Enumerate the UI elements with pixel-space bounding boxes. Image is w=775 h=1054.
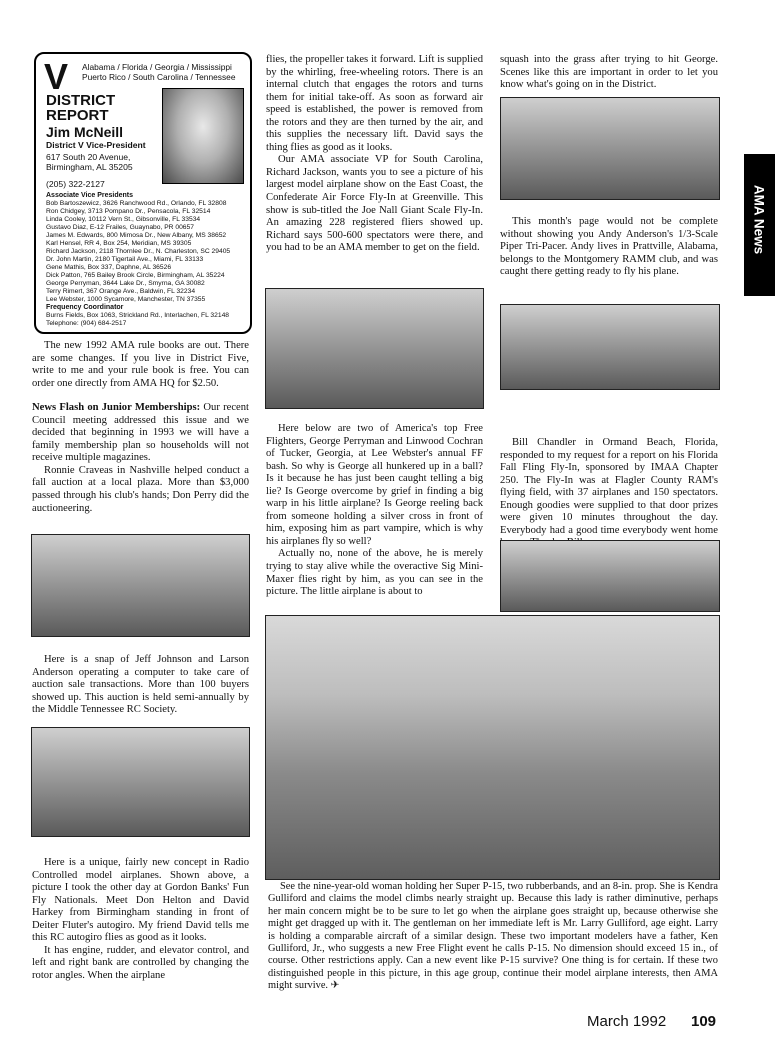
kids-with-planes-photo: [265, 615, 720, 880]
vp-name: Jim McNeill: [46, 124, 124, 140]
autogiro-photo: [31, 727, 250, 837]
paragraph: News Flash on Junior Memberships: Our recent Council meeting addressed this issue and we decided that beginning in 1993 we will have a family membership plan so households will not receive multiple magazines.: [32, 402, 249, 464]
section-tab: AMA News: [744, 154, 775, 296]
avp-item: Linda Cooley, 10112 Vern St., Gibsonville, FL 33534: [46, 216, 201, 223]
column-3-mid: [500, 216, 718, 279]
avp-item: George Perryman, 3644 Lake Dr., Smyrna, GA 30082: [46, 280, 205, 287]
vp-role: District V Vice-President: [46, 140, 146, 150]
free-flight-photo: [500, 97, 720, 200]
column-1-mid: [32, 654, 249, 717]
paragraph: Actually no, none of the above, he is merely trying to stay alive while the overactive Sig Mini-Maxer flies right by him, as you can see in the picture. The little airplane is about to: [266, 548, 483, 598]
vp-phone: (205) 322-2127: [46, 179, 105, 189]
avp-item: Bob Bartoszewicz, 3626 Ranchwood Rd., Orlando, FL 32808: [46, 200, 227, 207]
giant-scale-flyin-photo: [265, 288, 484, 409]
vp-portrait-photo: [162, 88, 244, 184]
column-1-bottom: [32, 857, 249, 982]
paragraph: Here below are two of America's top Free Flighters, George Perryman and Linwood Cochran of Tucker, Georgia, at Lee Webster's annual FF bash. So why is George all hunkered up in a ball? Is it because he has just been caught telling a big lie? Is George overcome by grief in finding a big warp in his little airplane? Is George reeling back from someone holding a silver cross in front of him, exposing him as part vampire, which is why his airplanes fly so well?: [266, 423, 483, 547]
avp-item: Dr. John Martin, 2180 Tigertail Ave., Miami, FL 33133: [46, 256, 204, 263]
avp-item: Ron Chidgey, 3713 Pompano Dr., Pensacola, FL 32514: [46, 208, 211, 215]
column-3-bottom: [500, 437, 718, 550]
vp-address: 617 South 20 Avenue, Birmingham, AL 35205: [46, 152, 133, 172]
avp-item: Gustavo Diaz, E-12 Frailes, Guaynabo, PR 00657: [46, 224, 194, 231]
paragraph: flies, the propeller takes it forward. Lift is supplied by the whirling, free-wheeling rotors. There is an internal clutch that engages the rotors and turns them for initial take-off. As soon as forward air speed is established, the power is removed from the rotors and they are then turned by the air, and this supplies the necessary lift. David says the thing flies as good as it looks.: [266, 54, 483, 153]
district-letter: V: [44, 56, 69, 97]
fall-fling-photo: [500, 540, 720, 612]
paragraph: It has engine, rudder, and elevator control, and left and right bank are controlled by changing the rotor angles. When the airplane: [32, 944, 249, 981]
avp-item: Terry Rimert, 367 Orange Ave., Baldwin, FL 32234: [46, 288, 196, 295]
district-report-box: [34, 52, 252, 334]
avp-item: Richard Jackson, 2118 Thornlee Dr., N. Charleston, SC 29405: [46, 248, 231, 255]
page-number: 109: [691, 1013, 717, 1030]
paragraph: Here is a unique, fairly new concept in Radio Controlled model airplanes. Shown above, a picture I took the other day at Gordon Banks' Fun Fly Nationals. Meet Don Helton and David Harkey from Birmingham standing in front of Deiter Fluter's autogiro. My friend David tells me this RC autogiro flies as good as it looks.: [32, 857, 249, 944]
issue-date: March 1992: [587, 1013, 667, 1030]
paragraph: squash into the grass after trying to hit George. Scenes like this are important in order to let you know what's going on in the District.: [500, 54, 718, 91]
avp-item: Lee Webster, 1000 Sycamore, Manchester, TN 37355: [46, 296, 206, 303]
paragraph: Ronnie Craveas in Nashville helped conduct a fall auction at a local plaza. More than $3,000 passed through his club's hands; Don Perry did the auctioneering.: [32, 464, 249, 514]
photo-caption: See the nine-year-old woman holding her Super P-15, two rubberbands, and an 8-in. prop. She is Kendra Gulliford and claims the model climbs nearly straight up. Because this lady is rather diminutive, perhaps her main concern might be to be sure to let go when the airplane goes straight up, because otherwise she might get dragged up with it. The gentleman on her immediate left is Mr. Larry Gulliford, age eight. Larry is holding a comparable aircraft of a similar design. These two important modelers have a father, Ken Gulliford, Jr., who suggests a new Free Flight event he calls P-15. No dimension should exceed 15 in., of course. Other restrictions apply. Can a new event like P-15 survive? One thing is for certain. If these two distinguished people in this picture, in this age group, continue their model airplane interests, then AMA might survive. ✈: [268, 881, 718, 992]
paragraph: This month's page would not be complete without showing you Andy Anderson's 1/3-Scale Piper Tri-Pacer. Andy lives in Prattville, Alabama, belongs to the Montgomery RAMM club, and was caught there getting ready to fly his plane.: [500, 216, 718, 278]
district-states: Alabama / Florida / Georgia / Mississippi Puerto Rico / South Carolina / Tennessee: [82, 62, 236, 82]
avp-item: Gene Mathis, Box 337, Daphne, AL 36526: [46, 264, 172, 271]
avp-item: James M. Edwards, 800 Mimosa Dr., New Albany, MS 38652: [46, 232, 227, 239]
tri-pacer-photo: [500, 304, 720, 390]
paragraph: Here is a snap of Jeff Johnson and Larson Anderson operating a computer to take care of auction sale transactions. More than 100 buyers showed up. This auction is held semi-annually by the Middle Tennessee RC Society.: [32, 654, 249, 716]
paragraph: Our AMA associate VP for South Carolina, Richard Jackson, wants you to see a picture of his largest model airplane show on the East Coast, the Confederate Air Force Fly-In at Greenville. This show is sub-titled the Joe Nall Giant Scale Fly-In. An amazing 228 registered fliers showed up. Richard says 500-600 spectators were there, and you had to be an AMA member to get on the field.: [266, 154, 483, 254]
associate-vp-list: Associate Vice Presidents Bob Bartoszewicz, 3626 Ranchwood Rd., Orlando, FL 32808 Ron Chidgey, 3713 Pompano Dr., Pensacola, FL 32514 Linda Cooley, 10112 Vern St., Gibsonville, FL 33534 Gustavo Diaz, E-12 Frailes, Guaynabo, PR 00657 James M. Edwards, 800 Mimosa Dr., New Albany, MS 38652 Karl Hensel, RR 4, Box 254, Meridian, MS 39305 Richard Jackson, 2118 Thornlee Dr., N. Charleston, SC 29405 Dr. John Martin, 2180 Tigertail Ave., Miami, FL 33133 Gene Mathis, Box 337, Daphne, AL 36526 Dick Patton, 765 Bailey Brook Circle, Birmingham, AL 35224 George Perryman, 3644 Lake Dr., Smyrna, GA 30082 Terry Rimert, 367 Orange Ave., Baldwin, FL 32234 Lee Webster, 1000 Sycamore, Manchester, TN 37355 Frequency Coordinator Burns Fields, Box 1063, Strickland Rd., Interlachen, FL 32148 Telephone: (904) 684-2517: [46, 192, 246, 328]
column-2-top: [266, 54, 483, 255]
district-report-title: DISTRICT REPORT: [46, 92, 116, 124]
column-3-top: [500, 54, 718, 92]
paragraph: The new 1992 AMA rule books are out. There are some changes. If you live in District Five, write to me and your rule book is free. You can order one directly from AMA HQ for $2.50.: [32, 340, 249, 389]
avp-item: Karl Hensel, RR 4, Box 254, Meridian, MS 39305: [46, 240, 192, 247]
avp-item: Dick Patton, 765 Bailey Brook Circle, Birmingham, AL 35224: [46, 272, 225, 279]
paragraph: Bill Chandler in Ormand Beach, Florida, responded to my request for a report on his Florida Fall Fling Fly-In, sponsored by IMAA Chapter 250. The Fly-In was at Flagler County RAM's flying field, with 37 airplanes and 150 spectators. Enough goodies were supplied to that door prizes were given 10 minutes throughout the day. Everybody had a good time everybody went home: [500, 437, 718, 536]
auction-photo: [31, 534, 250, 637]
column-1-top: [32, 340, 249, 515]
column-2-bottom: [266, 423, 483, 599]
